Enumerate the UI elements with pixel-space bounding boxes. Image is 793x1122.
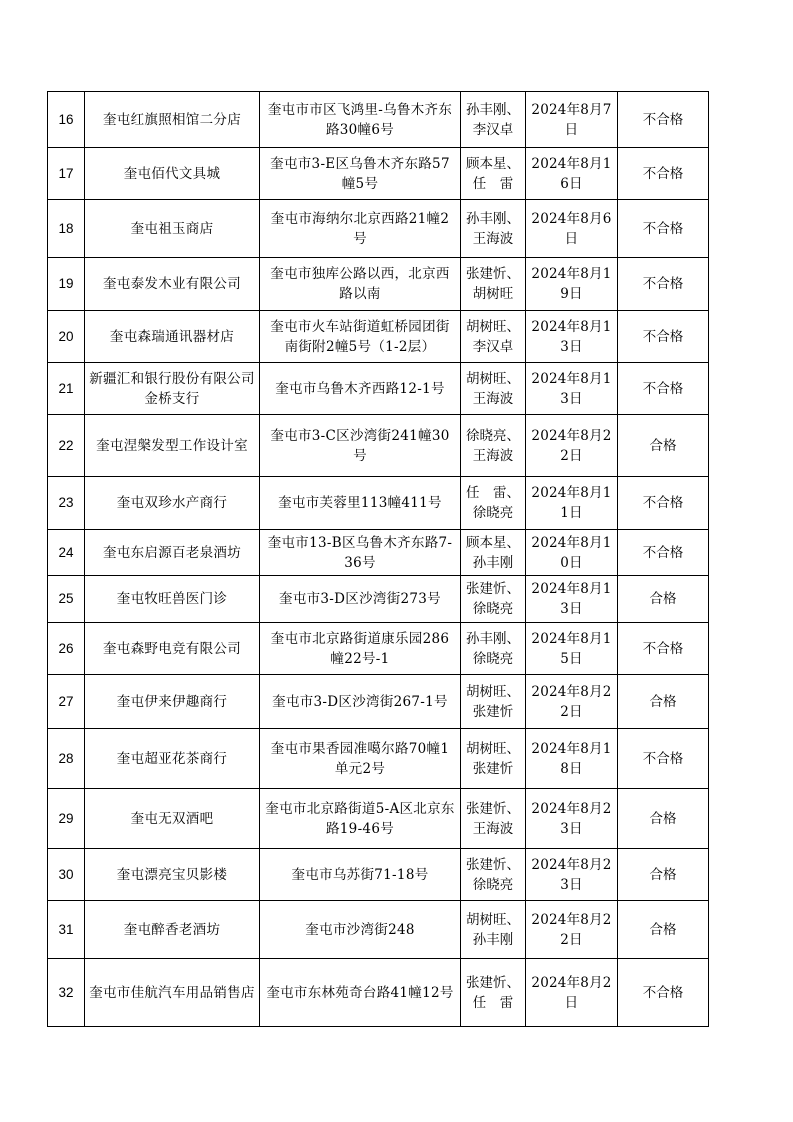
inspection-date-cell: 2024年8月18日 <box>526 729 618 789</box>
inspection-result-cell: 不合格 <box>618 311 709 363</box>
business-address-cell: 奎屯市火车站街道虹桥园团街南街附2幢5号（1-2层） <box>260 311 461 363</box>
business-address-cell: 奎屯市北京路街道康乐园286幢22号-1 <box>260 623 461 675</box>
business-address-cell: 奎屯市北京路街道5-A区北京东路19-46号 <box>260 789 461 849</box>
row-number-cell: 17 <box>48 148 85 200</box>
inspectors-cell: 胡树旺、张建忻 <box>461 675 526 729</box>
inspection-result-cell: 不合格 <box>618 148 709 200</box>
row-number-cell: 19 <box>48 258 85 311</box>
inspectors-cell: 张建忻、徐晓亮 <box>461 576 526 623</box>
inspection-result-cell: 不合格 <box>618 200 709 258</box>
inspection-date-cell: 2024年8月23日 <box>526 789 618 849</box>
business-name-cell: 奎屯佰代文具城 <box>85 148 260 200</box>
table-row <box>48 311 709 363</box>
inspection-result-cell: 合格 <box>618 901 709 959</box>
inspection-date-cell: 2024年8月6日 <box>526 200 618 258</box>
business-name-cell: 奎屯红旗照相馆二分店 <box>85 92 260 148</box>
table-row <box>48 849 709 901</box>
business-address-cell: 奎屯市13-B区乌鲁木齐东路7-36号 <box>260 530 461 576</box>
row-number-cell: 20 <box>48 311 85 363</box>
row-number-cell: 21 <box>48 363 85 415</box>
table-row <box>48 576 709 623</box>
inspection-result-cell: 合格 <box>618 415 709 477</box>
inspectors-cell: 张建忻、任 雷 <box>461 959 526 1027</box>
business-address-cell: 奎屯市果香园准噶尔路70幢1单元2号 <box>260 729 461 789</box>
table-body <box>48 92 709 1027</box>
row-number-cell: 30 <box>48 849 85 901</box>
inspection-date-cell: 2024年8月22日 <box>526 675 618 729</box>
inspectors-cell: 张建忻、徐晓亮 <box>461 849 526 901</box>
row-number-cell: 22 <box>48 415 85 477</box>
table-row <box>48 415 709 477</box>
inspection-date-cell: 2024年8月22日 <box>526 901 618 959</box>
business-address-cell: 奎屯市3-C区沙湾街241幢30号 <box>260 415 461 477</box>
inspection-results-table <box>47 91 709 1027</box>
table-row <box>48 200 709 258</box>
table-row <box>48 477 709 530</box>
inspection-result-cell: 不合格 <box>618 258 709 311</box>
inspection-result-cell: 合格 <box>618 789 709 849</box>
business-address-cell: 奎屯市3-D区沙湾街273号 <box>260 576 461 623</box>
row-number-cell: 16 <box>48 92 85 148</box>
business-name-cell: 奎屯伊来伊趣商行 <box>85 675 260 729</box>
table-row <box>48 789 709 849</box>
inspectors-cell: 顾本星、任 雷 <box>461 148 526 200</box>
business-address-cell: 奎屯市海纳尔北京西路21幢2号 <box>260 200 461 258</box>
business-name-cell: 新疆汇和银行股份有限公司金桥支行 <box>85 363 260 415</box>
inspection-result-cell: 不合格 <box>618 477 709 530</box>
business-name-cell: 奎屯森野电竞有限公司 <box>85 623 260 675</box>
business-address-cell: 奎屯市3-E区乌鲁木齐东路57幢5号 <box>260 148 461 200</box>
inspection-date-cell: 2024年8月13日 <box>526 576 618 623</box>
inspection-result-cell: 不合格 <box>618 729 709 789</box>
inspectors-cell: 胡树旺、李汉卓 <box>461 311 526 363</box>
table-row <box>48 959 709 1027</box>
business-address-cell: 奎屯市芙蓉里113幢411号 <box>260 477 461 530</box>
row-number-cell: 28 <box>48 729 85 789</box>
inspection-result-cell: 合格 <box>618 849 709 901</box>
inspection-date-cell: 2024年8月23日 <box>526 849 618 901</box>
inspection-date-cell: 2024年8月22日 <box>526 415 618 477</box>
business-name-cell: 奎屯超亚花茶商行 <box>85 729 260 789</box>
business-address-cell: 奎屯市独库公路以西，北京西路以南 <box>260 258 461 311</box>
row-number-cell: 26 <box>48 623 85 675</box>
row-number-cell: 31 <box>48 901 85 959</box>
inspectors-cell: 胡树旺、孙丰刚 <box>461 901 526 959</box>
business-name-cell: 奎屯漂亮宝贝影楼 <box>85 849 260 901</box>
business-address-cell: 奎屯市东林苑奇台路41幢12号 <box>260 959 461 1027</box>
inspectors-cell: 孙丰刚、李汉卓 <box>461 92 526 148</box>
inspection-result-cell: 不合格 <box>618 959 709 1027</box>
business-name-cell: 奎屯牧旺兽医门诊 <box>85 576 260 623</box>
table-row <box>48 901 709 959</box>
inspection-date-cell: 2024年8月13日 <box>526 363 618 415</box>
inspection-date-cell: 2024年8月7日 <box>526 92 618 148</box>
inspectors-cell: 胡树旺、张建忻 <box>461 729 526 789</box>
inspection-date-cell: 2024年8月19日 <box>526 258 618 311</box>
inspection-result-cell: 不合格 <box>618 623 709 675</box>
inspectors-cell: 胡树旺、王海波 <box>461 363 526 415</box>
inspection-date-cell: 2024年8月11日 <box>526 477 618 530</box>
table-row <box>48 530 709 576</box>
row-number-cell: 24 <box>48 530 85 576</box>
row-number-cell: 32 <box>48 959 85 1027</box>
inspectors-cell: 徐晓亮、王海波 <box>461 415 526 477</box>
inspectors-cell: 张建忻、胡树旺 <box>461 258 526 311</box>
table-row <box>48 258 709 311</box>
inspectors-cell: 孙丰刚、徐晓亮 <box>461 623 526 675</box>
business-name-cell: 奎屯双珍水产商行 <box>85 477 260 530</box>
inspection-date-cell: 2024年8月2日 <box>526 959 618 1027</box>
table-row <box>48 729 709 789</box>
inspectors-cell: 顾本星、孙丰刚 <box>461 530 526 576</box>
table-row <box>48 623 709 675</box>
inspection-date-cell: 2024年8月15日 <box>526 623 618 675</box>
inspectors-cell: 孙丰刚、王海波 <box>461 200 526 258</box>
inspectors-cell: 任 雷、徐晓亮 <box>461 477 526 530</box>
row-number-cell: 27 <box>48 675 85 729</box>
inspectors-cell: 张建忻、王海波 <box>461 789 526 849</box>
row-number-cell: 29 <box>48 789 85 849</box>
business-name-cell: 奎屯醉香老酒坊 <box>85 901 260 959</box>
business-address-cell: 奎屯市乌鲁木齐西路12-1号 <box>260 363 461 415</box>
business-name-cell: 奎屯祖玉商店 <box>85 200 260 258</box>
business-name-cell: 奎屯无双酒吧 <box>85 789 260 849</box>
business-name-cell: 奎屯涅槃发型工作设计室 <box>85 415 260 477</box>
row-number-cell: 23 <box>48 477 85 530</box>
inspection-result-cell: 不合格 <box>618 92 709 148</box>
business-address-cell: 奎屯市沙湾街248 <box>260 901 461 959</box>
inspection-result-cell: 不合格 <box>618 363 709 415</box>
row-number-cell: 18 <box>48 200 85 258</box>
table-row <box>48 92 709 148</box>
business-address-cell: 奎屯市乌苏街71-18号 <box>260 849 461 901</box>
table-row <box>48 675 709 729</box>
business-name-cell: 奎屯森瑞通讯器材店 <box>85 311 260 363</box>
inspection-date-cell: 2024年8月16日 <box>526 148 618 200</box>
row-number-cell: 25 <box>48 576 85 623</box>
table-row <box>48 363 709 415</box>
business-address-cell: 奎屯市市区飞鸿里-乌鲁木齐东路30幢6号 <box>260 92 461 148</box>
inspection-date-cell: 2024年8月13日 <box>526 311 618 363</box>
inspection-result-cell: 合格 <box>618 675 709 729</box>
inspection-result-cell: 合格 <box>618 576 709 623</box>
inspection-date-cell: 2024年8月10日 <box>526 530 618 576</box>
business-address-cell: 奎屯市3-D区沙湾街267-1号 <box>260 675 461 729</box>
business-name-cell: 奎屯泰发木业有限公司 <box>85 258 260 311</box>
table-row <box>48 148 709 200</box>
business-name-cell: 奎屯东启源百老泉酒坊 <box>85 530 260 576</box>
business-name-cell: 奎屯市佳航汽车用品销售店 <box>85 959 260 1027</box>
inspection-result-cell: 不合格 <box>618 530 709 576</box>
